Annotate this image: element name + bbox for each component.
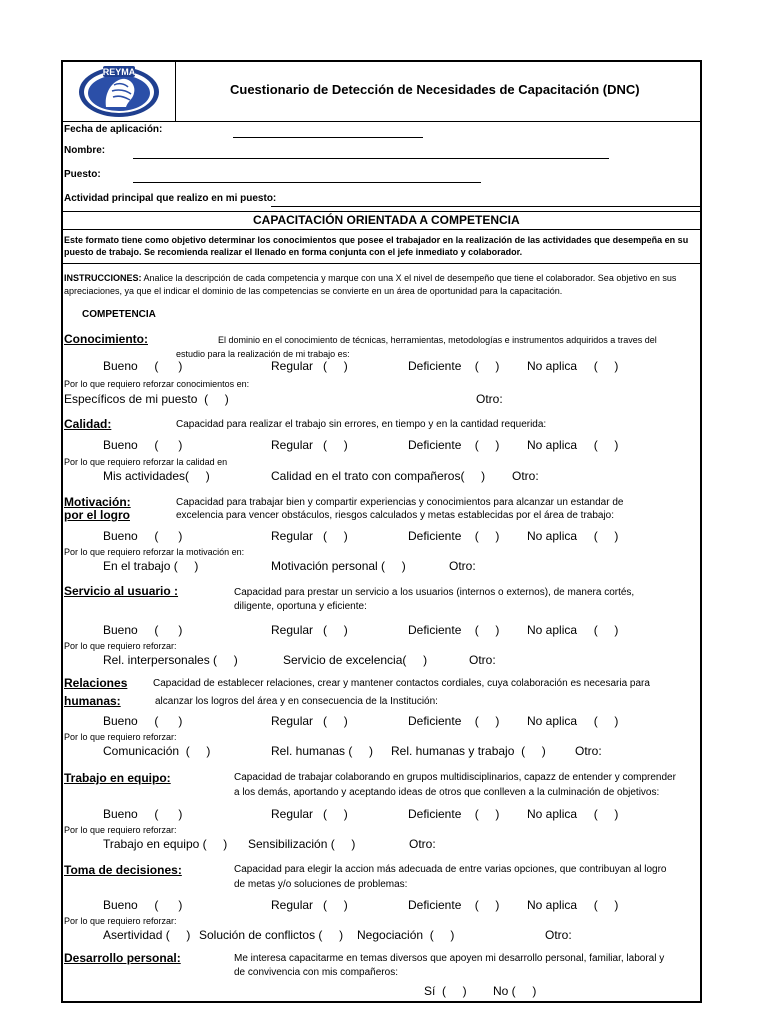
rule-after-section xyxy=(62,229,701,230)
field-fecha-line[interactable] xyxy=(233,137,423,138)
servicio-bueno[interactable]: Bueno ( ) xyxy=(103,623,183,637)
rule-before-section xyxy=(62,211,701,212)
motivacion-opt-personal[interactable]: Motivación personal ( ) xyxy=(271,559,406,573)
conocimiento-reinforce: Por lo que requiero reforzar conocimientos en: xyxy=(64,379,250,389)
decisiones-opt-negociacion[interactable]: Negociación ( ) xyxy=(357,928,455,942)
motivacion-deficiente[interactable]: Deficiente ( ) xyxy=(408,529,500,543)
servicio-no-aplica[interactable]: No aplica ( ) xyxy=(527,623,619,637)
relaciones-desc-1: Capacidad de establecer relaciones, crear y mantener contactos cordiales, cuya colaboración es necesaria para xyxy=(153,678,650,689)
field-nombre-label: Nombre: xyxy=(64,145,106,156)
decisiones-bueno[interactable]: Bueno ( ) xyxy=(103,898,183,912)
decisiones-no-aplica[interactable]: No aplica ( ) xyxy=(527,898,619,912)
servicio-desc-1: Capacidad para prestar un servicio a los usuarios (internos o externos), de manera cortés, xyxy=(234,587,635,598)
desarrollo-desc-2: de convivencia con mis compañeros: xyxy=(234,967,398,978)
desarrollo-si[interactable]: Sí ( ) xyxy=(424,984,467,998)
decisiones-opt-conflictos[interactable]: Solución de conflictos ( ) xyxy=(199,928,344,942)
decisiones-reinforce: Por lo que requiero reforzar: xyxy=(64,916,177,926)
trabajo-opt-sensibilizacion[interactable]: Sensibilización ( ) xyxy=(248,837,356,851)
conocimiento-deficiente[interactable]: Deficiente ( ) xyxy=(408,359,500,373)
conocimiento-regular[interactable]: Regular ( ) xyxy=(271,359,348,373)
competency-calidad: Calidad: xyxy=(64,417,112,431)
relaciones-opt-humanas[interactable]: Rel. humanas ( ) xyxy=(271,744,374,758)
servicio-desc-2: diligente, oportuna y eficiente: xyxy=(234,601,367,612)
calidad-reinforce: Por lo que requiero reforzar la calidad en xyxy=(64,457,228,467)
instructions-label: INSTRUCCIONES: xyxy=(64,273,142,283)
motivacion-otro[interactable]: Otro: xyxy=(449,559,476,573)
decisiones-deficiente[interactable]: Deficiente ( ) xyxy=(408,898,500,912)
competency-servicio: Servicio al usuario : xyxy=(64,584,179,598)
motivacion-desc-1: Capacidad para trabajar bien y compartir experiencias y conocimientos para alcanzar un estandar de xyxy=(176,497,624,508)
trabajo-no-aplica[interactable]: No aplica ( ) xyxy=(527,807,619,821)
competency-motivacion-2: por el logro xyxy=(64,508,130,522)
relaciones-bueno[interactable]: Bueno ( ) xyxy=(103,714,183,728)
competency-decisiones: Toma de decisiones: xyxy=(64,863,182,877)
competency-desarrollo: Desarrollo personal: xyxy=(64,951,181,965)
trabajo-regular[interactable]: Regular ( ) xyxy=(271,807,348,821)
relaciones-regular[interactable]: Regular ( ) xyxy=(271,714,348,728)
relaciones-no-aplica[interactable]: No aplica ( ) xyxy=(527,714,619,728)
trabajo-desc-2: a los demás, aportando y aceptando ideas de otros que conlleven a la culminación de objetivos: xyxy=(234,787,660,798)
motivacion-bueno[interactable]: Bueno ( ) xyxy=(103,529,183,543)
rule-after-objective xyxy=(62,263,701,264)
instructions-body: Analice la descripción de cada competencia y marque con una X el nivel de desempeño que tiene el colaborador. Sea objetivo en sus apreciaciones, ya que el indicar el dominio de las competencias se convierte en un área de oportunidad para la capacitación. xyxy=(64,273,677,296)
desarrollo-desc-1: Me interesa capacitarme en temas diversos que apoyen mi desarrollo personal, familiar, laboral y xyxy=(234,953,665,964)
calidad-no-aplica[interactable]: No aplica ( ) xyxy=(527,438,619,452)
servicio-otro[interactable]: Otro: xyxy=(469,653,496,667)
servicio-deficiente[interactable]: Deficiente ( ) xyxy=(408,623,500,637)
competencia-heading: COMPETENCIA xyxy=(82,309,156,320)
section-title: CAPACITACIÓN ORIENTADA A COMPETENCIA xyxy=(253,213,520,227)
relaciones-opt-comunicacion[interactable]: Comunicación ( ) xyxy=(103,744,211,758)
field-actividad-line[interactable] xyxy=(271,206,701,207)
decisiones-otro[interactable]: Otro: xyxy=(545,928,572,942)
relaciones-deficiente[interactable]: Deficiente ( ) xyxy=(408,714,500,728)
field-puesto-label: Puesto: xyxy=(64,169,101,180)
desarrollo-no[interactable]: No ( ) xyxy=(493,984,537,998)
header-divider xyxy=(175,61,176,121)
relaciones-reinforce: Por lo que requiero reforzar: xyxy=(64,732,177,742)
trabajo-otro[interactable]: Otro: xyxy=(409,837,436,851)
calidad-opt-trato[interactable]: Calidad en el trato con compañeros( ) xyxy=(271,469,486,483)
relaciones-opt-humanas-trabajo[interactable]: Rel. humanas y trabajo ( ) xyxy=(391,744,546,758)
conocimiento-desc-1: El dominio en el conocimiento de técnicas, herramientas, metodologías e instrumentos adquiridos a traves del xyxy=(218,335,657,345)
field-nombre-line[interactable] xyxy=(133,158,609,159)
instructions-text xyxy=(64,272,698,298)
competency-trabajo-equipo: Trabajo en equipo: xyxy=(64,771,171,785)
motivacion-opt-trabajo[interactable]: En el trabajo ( ) xyxy=(103,559,199,573)
calidad-regular[interactable]: Regular ( ) xyxy=(271,438,348,452)
relaciones-otro[interactable]: Otro: xyxy=(575,744,602,758)
decisiones-opt-asertividad[interactable]: Asertividad ( ) xyxy=(103,928,191,942)
competency-relaciones-2: humanas: xyxy=(64,694,121,708)
calidad-opt-actividades[interactable]: Mis actividades( ) xyxy=(103,469,210,483)
calidad-bueno[interactable]: Bueno ( ) xyxy=(103,438,183,452)
trabajo-opt-equipo[interactable]: Trabajo en equipo ( ) xyxy=(103,837,228,851)
logo-wordmark: REYMA xyxy=(102,67,136,77)
servicio-opt-interpersonales[interactable]: Rel. interpersonales ( ) xyxy=(103,653,238,667)
relaciones-desc-2: alcanzar los logros del área y en consecuencia de la Institución: xyxy=(155,696,438,707)
conocimiento-desc-2: estudio para la realización de mi trabajo es: xyxy=(176,349,350,359)
conocimiento-otro[interactable]: Otro: xyxy=(476,392,503,406)
field-fecha-label: Fecha de aplicación: xyxy=(64,124,163,135)
decisiones-desc-2: de metas y/o soluciones de problemas: xyxy=(234,879,408,890)
conocimiento-no-aplica[interactable]: No aplica ( ) xyxy=(527,359,619,373)
conocimiento-bueno[interactable]: Bueno ( ) xyxy=(103,359,183,373)
decisiones-regular[interactable]: Regular ( ) xyxy=(271,898,348,912)
servicio-opt-excelencia[interactable]: Servicio de excelencia( ) xyxy=(283,653,428,667)
field-puesto-line[interactable] xyxy=(133,182,481,183)
calidad-deficiente[interactable]: Deficiente ( ) xyxy=(408,438,500,452)
trabajo-deficiente[interactable]: Deficiente ( ) xyxy=(408,807,500,821)
motivacion-reinforce: Por lo que requiero reforzar la motivación en: xyxy=(64,547,245,557)
motivacion-desc-2: excelencia para vencer obstáculos, riesgos calculados y metas establecidas por el área de trabajo: xyxy=(176,510,615,521)
calidad-otro[interactable]: Otro: xyxy=(512,469,539,483)
decisiones-desc-1: Capacidad para elegir la accion más adecuada de entre varias opciones, que contribuyan al logro xyxy=(234,864,667,875)
conocimiento-opt-especificos[interactable]: Específicos de mi puesto ( ) xyxy=(64,392,229,406)
competency-conocimiento: Conocimiento: xyxy=(64,332,148,346)
servicio-reinforce: Por lo que requiero reforzar: xyxy=(64,641,177,651)
trabajo-desc-1: Capacidad de trabajar colaborando en grupos multidisciplinarios, capazz de entender y comprender xyxy=(234,772,676,783)
objective-text: Este formato tiene como objetivo determinar los conocimientos que posee el trabajador en la realización de las actividades que desempeña en su puesto de trabajo. Se recomienda realizar el llenado en forma conjunta con el jefe inmediato y colaborador. xyxy=(64,235,689,257)
field-actividad-label: Actividad principal que realizo en mi puesto: xyxy=(64,193,277,204)
competency-relaciones: Relaciones xyxy=(64,676,128,690)
document-title: Cuestionario de Detección de Necesidades de Capacitación (DNC) xyxy=(230,82,640,97)
header-bottom-rule xyxy=(62,121,701,122)
servicio-regular[interactable]: Regular ( ) xyxy=(271,623,348,637)
competency-motivacion: Motivación: xyxy=(64,495,131,509)
motivacion-no-aplica[interactable]: No aplica ( ) xyxy=(527,529,619,543)
trabajo-reinforce: Por lo que requiero reforzar: xyxy=(64,825,177,835)
trabajo-bueno[interactable]: Bueno ( ) xyxy=(103,807,183,821)
motivacion-regular[interactable]: Regular ( ) xyxy=(271,529,348,543)
company-logo xyxy=(76,63,162,119)
calidad-desc-1: Capacidad para realizar el trabajo sin errores, en tiempo y en la cantidad requerida: xyxy=(176,419,547,430)
